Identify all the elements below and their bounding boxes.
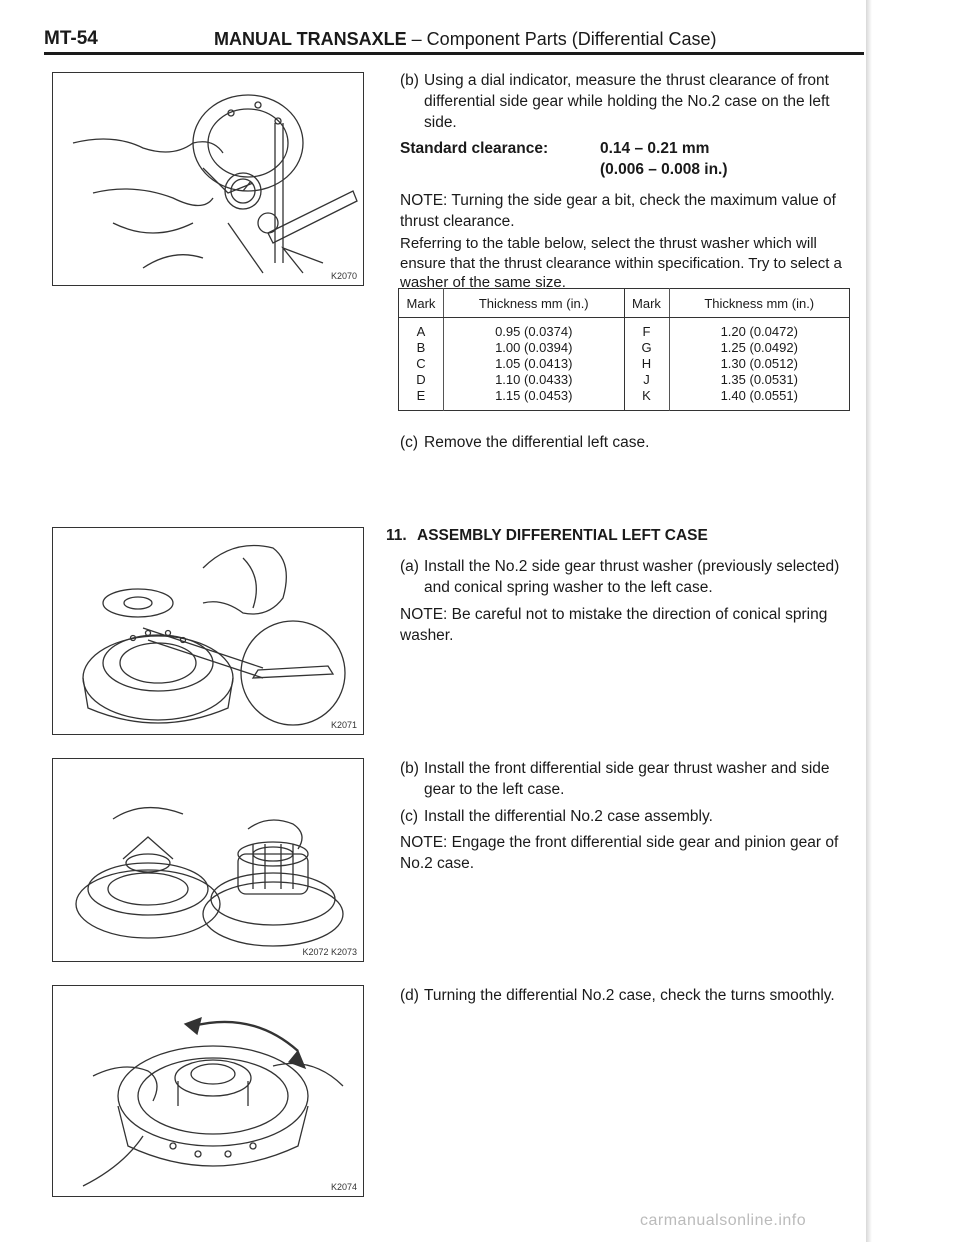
table-row (399, 318, 850, 341)
section-number: 11. (386, 527, 407, 544)
step-c-install-case (400, 806, 855, 827)
section-heading (386, 527, 708, 545)
figure-code: K2074 (330, 1182, 357, 1192)
step-text: Install the differential No.2 case assembly. (424, 808, 713, 825)
step-label: (c) (400, 434, 419, 451)
table-header-row (399, 289, 850, 318)
figure-side-gear-install (52, 758, 364, 962)
step-label: (a) (400, 558, 419, 575)
step-text: Install the front differential side gear thrust washer and side gear to the left case. (424, 760, 830, 798)
table-cell: C (399, 356, 444, 372)
step-text: Install the No.2 side gear thrust washer (previously selected) and conical spring washer to the left case. (424, 558, 840, 596)
page-title (214, 29, 716, 50)
table-cell: 1.20 (0.0472) (720, 324, 798, 339)
table-cell: H (624, 356, 669, 372)
table-row (399, 388, 850, 411)
page-header (44, 28, 864, 52)
watermark-footer: carmanualsonline.info (640, 1212, 807, 1229)
step-text: Using a dial indicator, measure the thrust clearance of front differential side gear while holding the No.2 case on the left side. (424, 72, 830, 131)
table-cell: 1.05 (0.0413) (444, 356, 625, 372)
title-subsection: – Component Parts (Differential Case) (406, 29, 717, 49)
figure-dial-indicator (52, 72, 364, 286)
spec-value-mm: 0.14 – 0.21 mm (600, 140, 710, 157)
step-d-turn-case (400, 985, 855, 1006)
step-label: (b) (400, 72, 419, 89)
step-text: Remove the differential left case. (424, 434, 650, 451)
table-cell: G (624, 340, 669, 356)
column-header: Thickness mm (in.) (669, 289, 850, 318)
step-label: (c) (400, 808, 419, 825)
washer-table (398, 288, 850, 411)
step-label: (b) (400, 760, 419, 777)
table-row (399, 356, 850, 372)
table-cell: 1.40 (0.0551) (720, 388, 798, 403)
table-cell: F (624, 318, 669, 341)
step-b-install-gear (400, 758, 855, 800)
figure-washer-install (52, 527, 364, 735)
table-cell: 1.00 (0.0394) (444, 340, 625, 356)
step-label: (d) (400, 987, 419, 1004)
note-engage-gears: NOTE: Engage the front differential side gear and pinion gear of No.2 case. (400, 834, 839, 872)
table-cell: E (399, 388, 444, 411)
table-cell: 1.25 (0.0492) (720, 340, 798, 355)
table-cell: 1.30 (0.0512) (720, 356, 798, 371)
header-rule (44, 52, 864, 55)
page-code: MT-54 (44, 28, 98, 49)
step-b-measure (400, 70, 855, 133)
table-cell: 0.95 (0.0374) (444, 318, 625, 341)
step-c-remove (400, 432, 855, 453)
step-a-install-washer (400, 556, 855, 598)
figure-code: K2072 K2073 (302, 947, 357, 957)
table-row (399, 372, 850, 388)
note-conical-washer: NOTE: Be careful not to mistake the direction of conical spring washer. (400, 606, 828, 644)
column-header: Thickness mm (in.) (444, 289, 625, 318)
spec-value-in: (0.006 – 0.008 in.) (600, 161, 728, 178)
table-cell: 1.10 (0.0433) (444, 372, 625, 388)
table-instructions: Referring to the table below, select the thrust washer which will ensure that the thrust clearance within specification. Try to select a washer of the same size. (400, 235, 842, 291)
table-cell: D (399, 372, 444, 388)
step-text: Turning the differential No.2 case, check the turns smoothly. (424, 987, 835, 1004)
table-row (399, 340, 850, 356)
column-header: Mark (624, 289, 669, 318)
table-cell: J (624, 372, 669, 388)
table-cell: B (399, 340, 444, 356)
table-cell: 1.15 (0.0453) (444, 388, 625, 411)
table-cell: 1.35 (0.0531) (720, 372, 798, 387)
page-edge (866, 0, 872, 1242)
title-section: MANUAL TRANSAXLE (214, 29, 407, 49)
section-title: ASSEMBLY DIFFERENTIAL LEFT CASE (417, 527, 708, 544)
note-max-value: NOTE: Turning the side gear a bit, check the maximum value of thrust clearance. (400, 192, 836, 230)
spec-label: Standard clearance: (400, 140, 549, 157)
figure-code: K2070 (330, 271, 357, 281)
table-cell: K (624, 388, 669, 411)
figure-turn-case (52, 985, 364, 1197)
figure-code: K2071 (330, 720, 357, 730)
column-header: Mark (399, 289, 444, 318)
table-cell: A (399, 318, 444, 341)
